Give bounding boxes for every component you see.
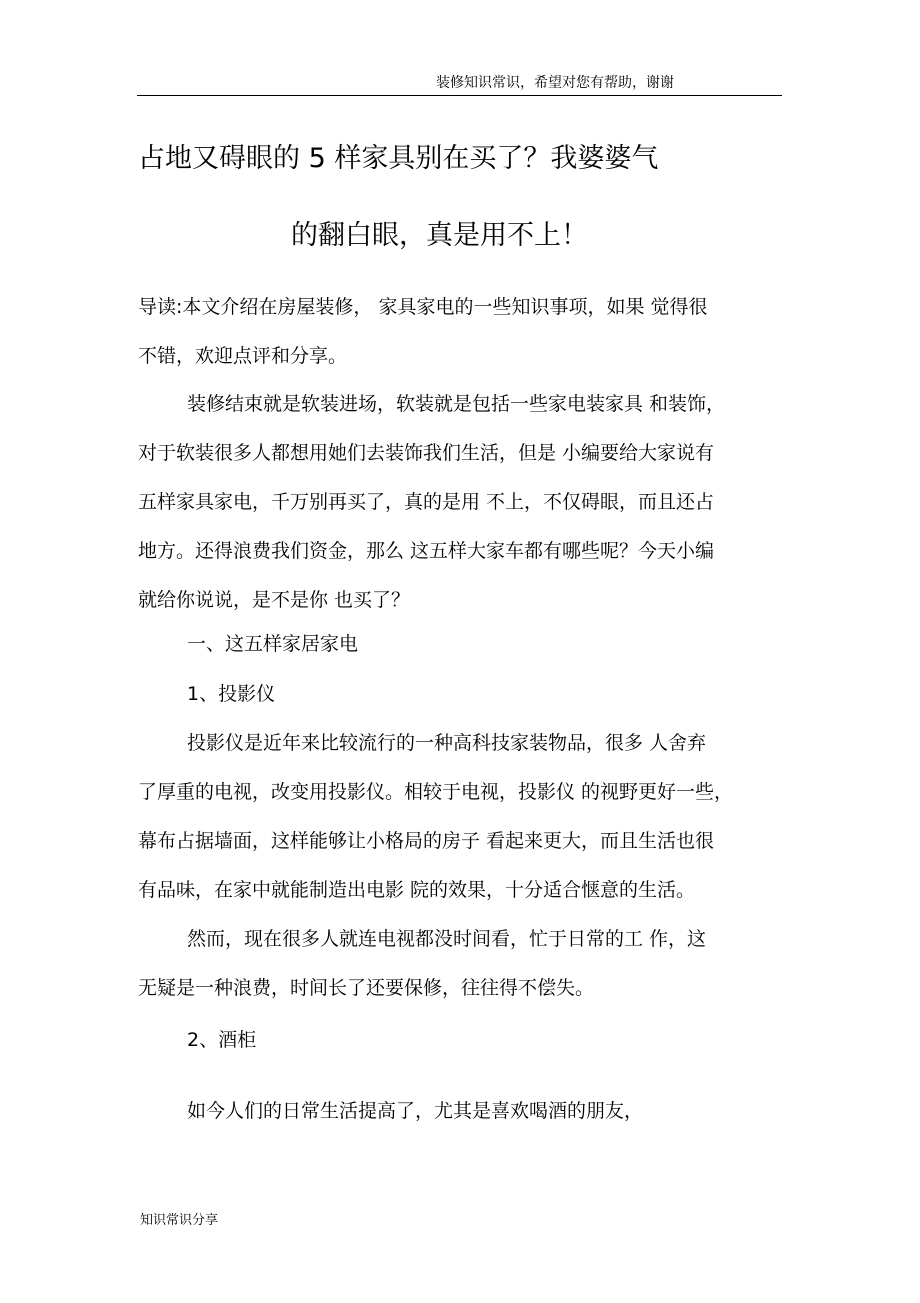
projector-paragraph-2 [138, 915, 778, 1013]
text-line: 幕布占据墙面，这样能够让小格局的房子 看起来更大，而且生活也很 [138, 830, 715, 852]
header-divider [137, 95, 782, 96]
text-line: 然而，现在很多人就连电视都没时间看，忙于日常的工 作，这 [187, 928, 707, 950]
item-heading-projector [138, 670, 778, 719]
projector-paragraph-1 [138, 719, 778, 915]
text-line: 地方。还得浪费我们资金，那么 这五样大家车都有哪些呢？今天小编 [138, 540, 715, 562]
text-line: 导读:本文介绍在房屋装修， 家具家电的一些知识事项，如果 觉得很 [138, 296, 708, 318]
section-heading-text: 一、这五样家居家电 [187, 633, 359, 655]
text-line: 如今人们的日常生活提高了，尤其是喜欢喝酒的朋友， [187, 1100, 644, 1122]
text-line: 了厚重的电视，改变用投影仪。相较于电视，投影仪 的视野更好一些， [138, 781, 734, 803]
section-heading-1 [138, 620, 778, 669]
text-line: 不错，欢迎点评和分享。 [138, 345, 348, 367]
text-line: 投影仪是近年来比较流行的一种高科技家装物品，很多 人舍弃 [187, 732, 707, 754]
article-title-line-2: 的翻白眼，真是用不上！ [291, 220, 588, 251]
text-line: 装修结束就是软装进场，软装就是包括一些家电装家具 和装饰， [187, 393, 726, 415]
article-title-line-1: 占地又碍眼的 5 样家具别在买了？我婆婆气 [138, 143, 659, 174]
footer-note: 知识常识分享 [140, 1213, 219, 1228]
text-line: 无疑是一种浪费，时间长了还要保修，往往得不偿失。 [138, 977, 595, 999]
item-heading-text: 2、酒柜 [187, 1029, 257, 1051]
text-line: 就给你说说，是不是你 也买了？ [138, 589, 411, 611]
item-heading-text: 1、投影仪 [187, 683, 276, 705]
text-line: 五样家具家电，千万别再买了，真的是用 不上，不仅碍眼，而且还占 [138, 491, 715, 513]
body-paragraph-1 [138, 380, 778, 625]
wine-cabinet-paragraph-1 [138, 1087, 778, 1136]
intro-paragraph [138, 283, 778, 381]
text-line: 有品味，在家中就能制造出电影 院的效果，十分适合惬意的生活。 [138, 879, 696, 901]
text-line: 对于软装很多人都想用她们去装饰我们生活，但是 小编要给大家说有 [138, 442, 715, 464]
header-note: 装修知识常识，希望对您有帮助，谢谢 [436, 75, 674, 91]
item-heading-wine-cabinet [138, 1016, 778, 1065]
